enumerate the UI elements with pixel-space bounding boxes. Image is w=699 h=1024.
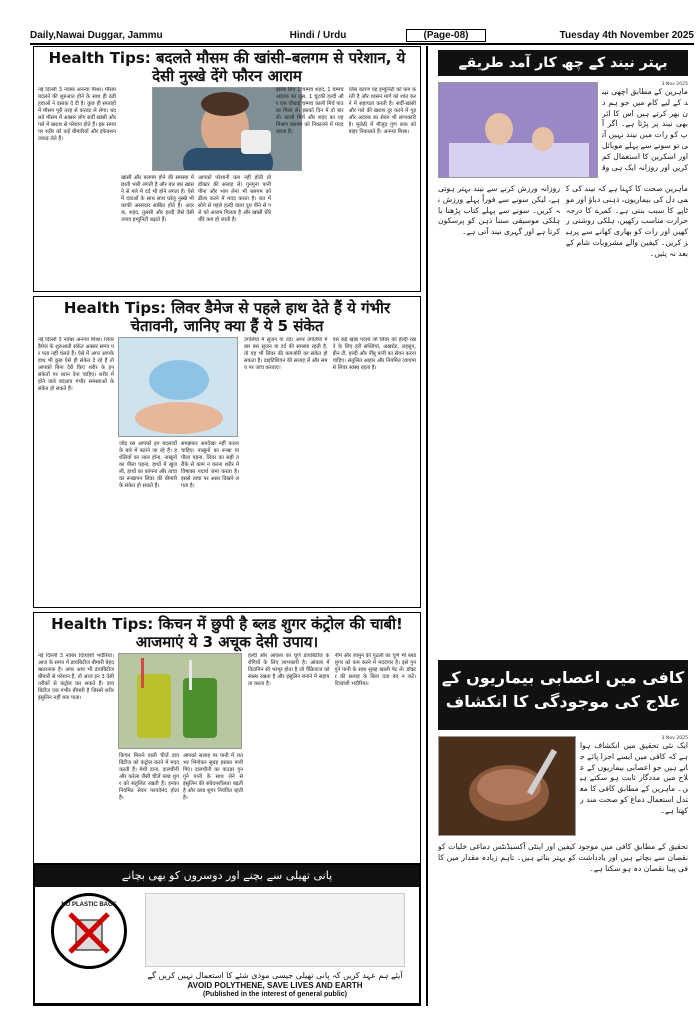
article-text: नई दिल्ली 3 नवंबर अनन्या मिश्रा। मौसम बदलने की शुरुआत होने के साथ ही ठंडी हवाओं ने दस्तक दे दी है। कुछ ही सप्ताहों में मौसम पूरी तरह से करवट ले लेगा। बदलते मौसम में अक्सर लोग सर्दी खांसी और गले में खराश से परेशान होते हैं। इस समय पर शरीर को कई बीमारियों और इंफेक्शन जकड़ लेते हैं।	[38, 87, 116, 142]
article-text: उंगलियों में सूजन या दर्द। अगर उंगलियों में बार बार सूजन या दर्द की समस्या रहती है, तो यह भी लिवर की कमजोरी का संकेत हो सकता है। डाइटिशियन की सलाह लें और समय पर जांच करवाएं।	[244, 337, 328, 371]
issue-date: Tuesday 4th November 2025	[559, 29, 694, 41]
badge-text: NO PLASTIC BAGS	[61, 902, 117, 908]
article-text: जोड़ रस आपको इन बदलावों के बारे में बताने जा रहे हैं। हथेलियों का लाल होना, नाखूनों का पीला पड़ना, हाथों में खुजली, हाथों का कांपना और त्वचा का रूखापन लिवर की बीमारी के संकेत हो सकते हैं।	[119, 441, 177, 489]
urdu-text: ماہرین صحت کا کہنا ہے کہ نیند کی کمی دل کی بیماریوں، ذہنی دباؤ اور موٹاپے کا سبب بنتی ہے۔ کمرے کا درجہ حرارت مناسب رکھیں، ہلکی روشنی رکھیں اور رات کو بھاری کھانے سے پرہیز کریں۔ کیفین والے مشروبات شام کے بعد نہ پئیں۔	[566, 184, 688, 258]
ad-pledge-urdu: آیئے ہم عہد کریں کہ پانی تھیلی جیسی موذی شئے کا استعمال نہیں کریں گے	[147, 971, 403, 980]
crossed-bag-icon	[64, 910, 114, 956]
article-text: आपको परेशानी कम नहीं होती तो डॉक्टर की सलाह लें। गुनगुना पानी पीना और भाप लेना भी बलगम को ढीला करने में मदद करता है। रात में सोने से पहले हल्दी वाला दूध पीने से गले को आराम मिलता है और खांसी धीरे धीरे कम हो जाती है।	[198, 175, 271, 223]
ad-illustration	[145, 893, 405, 967]
article-text: हल्दी और आंवला का चूर्ण डायबिटीज के रोगियों के लिए लाभकारी है। आंवला में विटामिन सी भरपूर होता है जो पैंक्रियाज को स्वस्थ रखता है और इंसुलिन बनाने में सहायता करता है।	[248, 653, 330, 687]
article-text: आपको सलाह पर पानी में रात भर भिगोकर सुबह इसका पानी पिएं। दालचीनी का पाउडर गुनगुने पानी के साथ लेने से इंसुलिन की संवेदनशीलता बढ़ती है और ब्लड शुगर नियंत्रित रहती है।	[183, 753, 243, 801]
masthead-rule	[30, 43, 694, 45]
language-label: Hindi / Urdu	[289, 29, 347, 41]
article-text: नई दिल्ली 3 नवंबर अनन्या मिश्रा। लिवर डैमेज के शुरुआती संकेत अक्सर समय पर पता नहीं चलते हैं। ऐसे में अगर आपके हाथ भी कुछ ऐसे ही संकेत दे रहे हैं तो आपको बिना देरी किए शरीर के इन संकेतों पर ध्यान देना चाहिए। शरीर में होने वाले बदलाव गंभीर समस्याओं के संकेत हो सकते हैं।	[38, 337, 114, 392]
advertisement-no-plastic	[33, 863, 421, 1005]
no-plastic-badge	[51, 893, 127, 969]
article-liver-signs	[33, 296, 421, 608]
article-text: ऐसे कई खाद्य पदार्थ जो लिवर को हेल्दी रखने के लिए हरी सब्जियां, अखरोट, लहसुन, ग्रीन टी, हल्दी और नींबू पानी का सेवन करना चाहिए। संतुलित आहार और नियमित व्यायाम से लिवर स्वस्थ रहता है।	[332, 337, 416, 371]
article-text-group	[119, 653, 243, 859]
urdu-text: ایک نئی تحقیق میں انکشاف ہوا ہے کہ کافی میں ایسے اجزا پائے جاتے ہیں جو اعصابی بیماریوں کے علاج میں مددگار ثابت ہو سکتے ہیں۔ ماہرین کے مطابق کافی کا معتدل استعمال دماغ کو صحت مند رکھتا ہے۔	[580, 741, 688, 815]
article-cough-remedies	[33, 46, 421, 292]
urdu-banner: بہتر نیند کے چھ کار آمد طریقے	[438, 50, 688, 76]
ad-headline: پانی تھیلی سے بچنے اور دوسروں کو بھی بچانے	[35, 865, 419, 887]
ad-slogan: AVOID POLYTHENE, SAVE LIVES AND EARTH	[187, 981, 363, 990]
ad-note: (Published in the interest of general public)	[203, 991, 347, 998]
article-text: खांसी और बलगम होने की समस्या में छाती भारी लगती है और बार बार खांसने से गले में दर्द भी होने लगता है। ऐसे में दवाओं के साथ साथ घरेलू नुस्खे भी काफी असरदार साबित होते हैं। अदरक, शहद, तुलसी और हल्दी जैसे देसी उपाय इम्युनिटी बढ़ाते हैं।	[121, 175, 194, 223]
column-divider	[426, 46, 428, 1006]
dateline: 3 Nov 2025	[661, 82, 688, 87]
dateline: 3 Nov 2025	[661, 736, 688, 741]
headline: Health Tips: बदलते मौसम की खांसी–बलगम से परेशान, ये देसी नुस्खे देंगे फौरन आराम	[48, 49, 406, 85]
article-text: समझकर अनदेखा नहीं करना चाहिए। नाखूनों का रूखा या पीला पड़ना, लिवर का सही तरीके से काम न करना शरीर में विषाक्त पदार्थ जमा करता है। इससे त्वचा पर असर दिखने लगता है।	[181, 441, 239, 489]
paper-name: Daily,Nawai Duggar, Jammu	[30, 29, 163, 41]
article-text: नई दिल्ली 3 नवंबर दिव्यांशी भदौरिया। आज के समय में डायबिटीज बीमारी बेहद खतरनाक है। अगर आप भी डायबिटीज बीमारी से परेशान हैं, तो आज इन 3 देसी तरीकों से कंट्रोल कर सकते हैं। डायबिटीज एक गंभीर बीमारी है जिसमें शरीर इंसुलिन नहीं बना पाता।	[38, 653, 114, 701]
article-text: इसके लिए 1 चम्मच शहद, 1 चम्मच अदरक का जूस, 1 चुटकी हल्दी और एक चौथाई चम्मच काली मिर्च पाउडर मिला लें। इसको दिन में दो बार लें। काली मिर्च और शहद का यह मिश्रण बलगम को निकालने में मदद करता है।	[276, 87, 344, 135]
urdu-text: تحقیق کے مطابق کافی میں موجود کیفین اور اینٹی آکسیڈنٹس دماغی خلیات کو نقصان سے بچاتے ہیں اور یادداشت کو بہتر بناتے ہیں۔ تاہم زیادہ مقدار میں کافی پینا نقصان دہ ہو سکتا ہے۔	[438, 842, 688, 873]
page-number: (Page-08)	[406, 29, 486, 42]
urdu-text: روزانہ ورزش کرنے سے نیند بہتر ہوتی ہے، لیکن سونے سے فوراً پہلے ورزش نہ کریں۔ سونے سے پہلے کتاب پڑھنا یا ہلکی موسیقی سننا ذہن کو پرسکون کرتا ہے اور گہری نیند آتی ہے۔	[438, 184, 560, 237]
headline: Health Tips: किचन में छुपी है ब्लड शुगर कंट्रोल की चाबी! आजमाएं ये 3 अचूक देसी उपाय।	[51, 615, 403, 651]
urdu-text: ماہرین کے مطابق اچھی نیند کے لیے کام میں جو ہم دن بھر کرتے ہیں اس کا اثر بھی نیند پر پڑتا ہے۔ اگر آپ کو رات میں نیند نہیں آتی تو سونے سے پہلے موبائل اور اسکرین کا استعمال کم کریں اور روزانہ ایک ہی وق	[602, 87, 688, 172]
article-text-group	[119, 337, 239, 603]
article-text: जिस कारण यह इम्यूनिटी को कम करती है और श्वसन मार्ग को शांत करने में सहायता करती है। सर्दी-खांसी और गले की खराश दूर करने में गुड़ और अदरक का सेवन भी लाभकारी है। मुलेठी में मौजूद गुण कफ को बाहर निकालते हैं। अनन्या मिश्रा।	[348, 87, 416, 135]
article-text: किचन मिलने वाली चीजें डायबिटीज को कंट्रोल करने में मदद करती हैं। मेथी दाना, दालचीनी और करेला जैसी चीजें ब्लड शुगर को संतुलित रखती हैं। इनका नियमित सेवन फायदेमंद होता है।	[119, 753, 179, 801]
photo-coffee	[438, 736, 576, 836]
urdu-banner: کافی میں اعصابی بیماریوں کے علاج کی موجودگی کا انکشاف	[438, 660, 688, 730]
article-text-group	[121, 87, 271, 287]
article-text: नीम और जामुन की गुठली का चूर्ण भी ब्लड शुगर को कम करने में मददगार है। इसे गुनगुने पानी के साथ सुबह खाली पेट लें। डॉक्टर की सलाह के बिना दवा बंद न करें। दिव्यांशी भदौरिया।	[334, 653, 416, 687]
headline: Health Tips: लिवर डैमेज से पहले हाथ देते हैं ये गंभीर चेतावनी, जानिए क्या हैं ये 5 संकेत	[63, 299, 391, 335]
masthead	[30, 27, 694, 43]
photo-mother-child	[438, 82, 598, 178]
urdu-column	[430, 46, 694, 1006]
